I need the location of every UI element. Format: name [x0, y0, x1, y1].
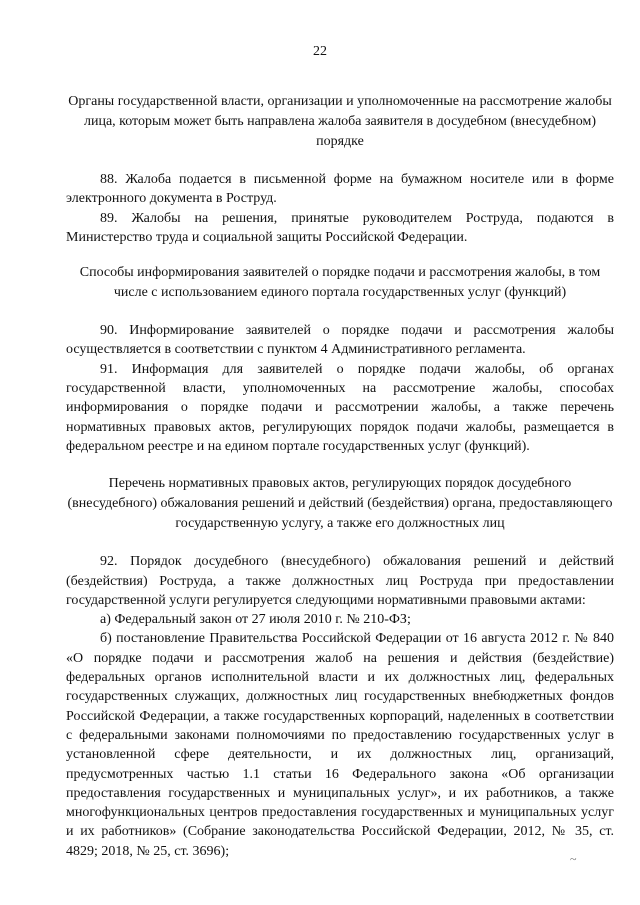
- paragraph-88: 88. Жалоба подается в письменной форме на бумажном носителе или в форме электронного документа в Роструд.: [66, 172, 614, 207]
- corner-mark: ~: [570, 852, 577, 866]
- list-item-a: а) Федеральный закон от 27 июля 2010 г. № 210-ФЗ;: [100, 612, 411, 628]
- paragraph-89: 89. Жалобы на решения, принятые руководителем Роструда, подаются в Министерство труда и социальной защиты Российской Федерации.: [66, 210, 614, 245]
- section-heading: Перечень нормативных правовых актов, регулирующих порядок досудебного (внесудебного) обжалования решений и действий (бездействия) органа, предоставляющего государственную услугу, а также его должностных лиц: [67, 476, 613, 532]
- document-body: [66, 86, 614, 861]
- paragraph-90: 90. Информирование заявителей о порядке подачи и рассмотрения жалобы осуществляется в соответствии с пунктом 4 Административного регламента.: [66, 323, 614, 358]
- section-heading: Способы информирования заявителей о порядке подачи и рассмотрения жалобы, в том числе с использованием единого портала государственных услуг (функций): [79, 265, 601, 301]
- paragraph-92: 92. Порядок досудебного (внесудебного) обжалования решений и действий (бездействия) Роструда, а также должностных лиц Роструда при предоставлении государственной услуги регулируется следующими нормативными правовыми актами:: [66, 554, 614, 608]
- section-heading: Органы государственной власти, организации и уполномоченные на рассмотрение жалобы лица, которым может быть направлена жалоба заявителя в досудебном (внесудебном) порядке: [68, 94, 612, 149]
- paragraph-91: 91. Информация для заявителей о порядке подачи жалобы, об органах государственной власти, уполномоченных на рассмотрение жалобы, способах информирования о порядке подачи и рассмотрении жалобы, а также перечень нормативных правовых актов, регулирующих порядок подачи жалобы, размещается в федеральном реестре и на едином портале государственных услуг (функций).: [66, 361, 614, 454]
- list-item-b: б) постановление Правительства Российской Федерации от 16 августа 2012 г. № 840 «О порядке подачи и рассмотрения жалоб на решения и действия (бездействие) федеральных органов исполнительной власти и их должностных лиц, федеральных государственных служащих, должностных лиц государственных внебюджетных фондов Российской Федерации, а также государственных корпораций, наделенных в соответствии с федеральными законами полномочиями по предоставлению государственных услуг в установленной сфере деятельности, и их должностных лиц, организаций, предусмотренных частью 1.1 статьи 16 Федерального закона «Об организации предоставления государственных и муниципальных услуг», и их работников, а также многофункциональных центров предоставления государственных и муниципальных услуг и их работников» (Собрание законодательства Российской Федерации, 2012, № 35, ст. 4829; 2018, № 25, ст. 3696);: [66, 631, 614, 859]
- page-number: 22: [313, 44, 327, 59]
